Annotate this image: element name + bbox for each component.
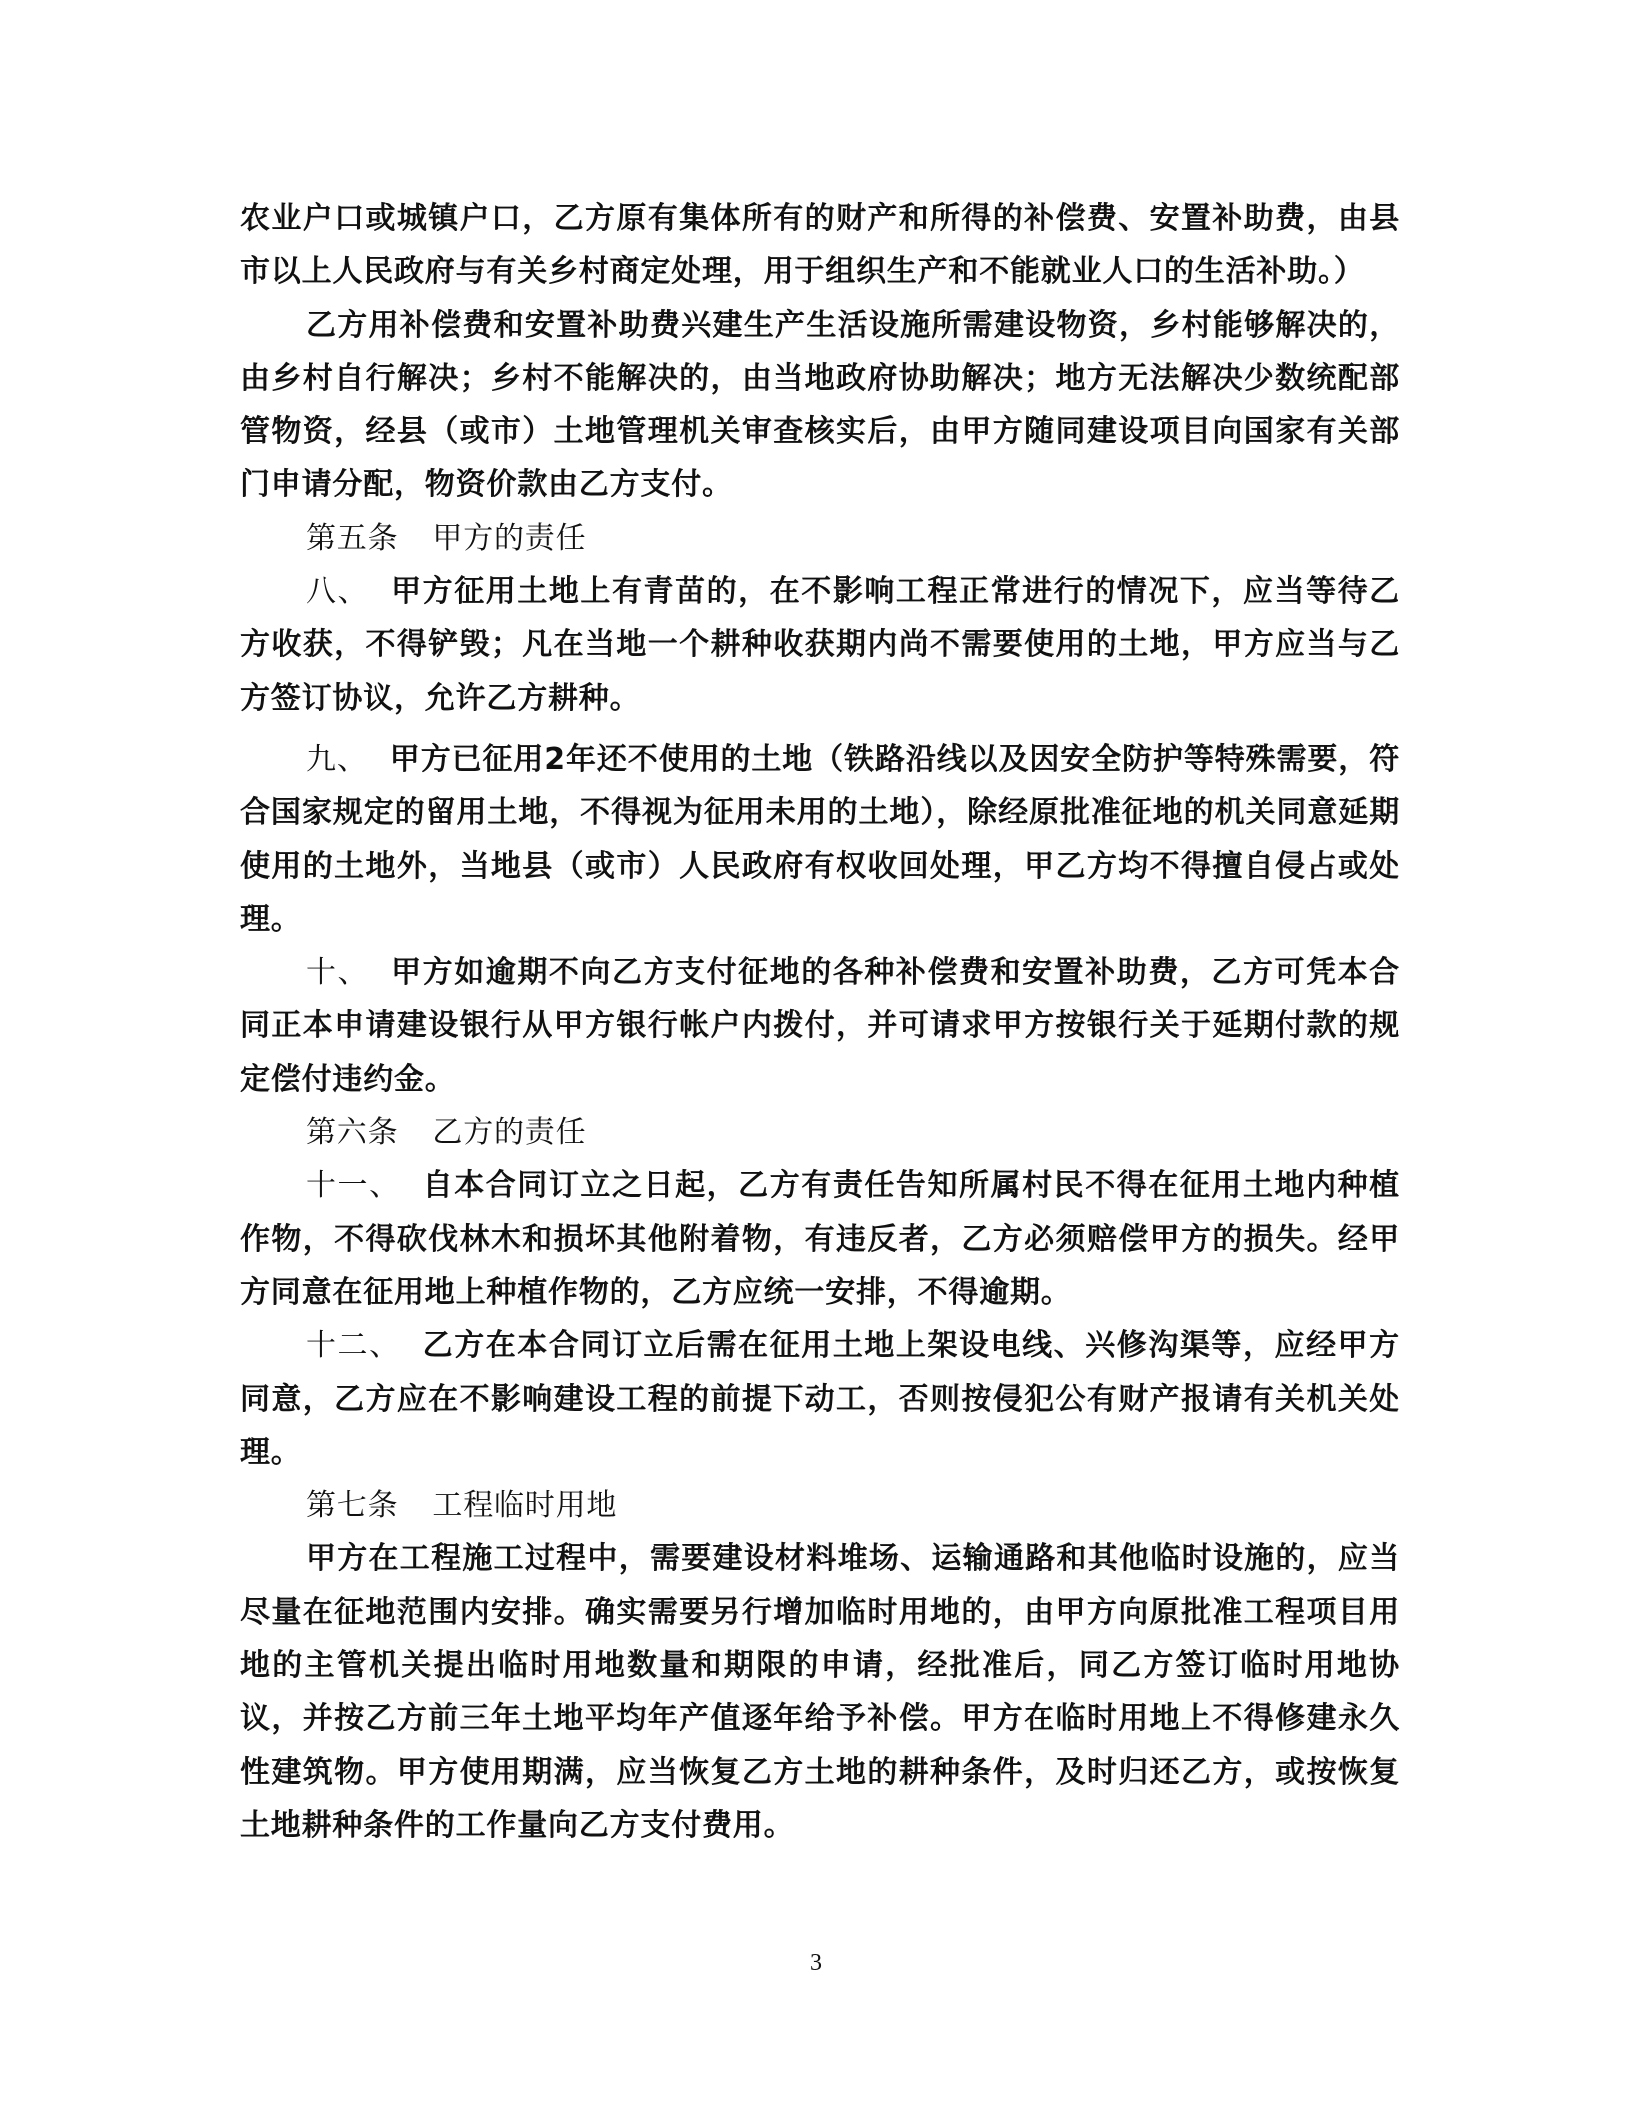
article-6-heading	[240, 1106, 1400, 1159]
paragraph-continued: 农业户口或城镇户口，乙方原有集体所有的财产和所得的补偿费、安置补助费，由县市以上人民政府与有关乡村商定处理，用于组织生产和不能就业人口的生活补助。）	[240, 201, 1400, 290]
clause-text: 乙方在本合同订立后需在征用土地上架设电线、兴修沟渠等，应经甲方同意，乙方应在不影响建设工程的前提下动工，否则按侵犯公有财产报请有关机关处理。	[240, 1328, 1400, 1470]
article-number: 第六条	[306, 1115, 399, 1151]
clause-number: 十、	[306, 955, 370, 991]
page-number: 3	[810, 1950, 822, 1976]
article-title: 工程临时用地	[432, 1488, 618, 1524]
clause-text: 自本合同订立之日起，乙方有责任告知所属村民不得在征用土地内种植作物，不得砍伐林木和损坏其他附着物，有违反者，乙方必须赔偿甲方的损失。经甲方同意在征用地上种植作物的，乙方应统一安排，不得逾期。	[240, 1168, 1400, 1310]
paragraph-construction-materials: 乙方用补偿费和安置补助费兴建生产生活设施所需建设物资，乡村能够解决的，由乡村自行解决；乡村不能解决的，由当地政府协助解决；地方无法解决少数统配部管物资，经县（或市）土地管理机关审查核实后，由甲方随同建设项目向国家有关部门申请分配，物资价款由乙方支付。	[240, 307, 1400, 503]
clause-9	[240, 733, 1400, 946]
clause-number: 十一、	[306, 1168, 401, 1204]
clause-number: 十二、	[306, 1328, 401, 1364]
article-number: 第七条	[306, 1488, 399, 1524]
clause-text: 甲方已征用2年还不使用的土地（铁路沿线以及因安全防护等特殊需要，符合国家规定的留用土地，不得视为征用未用的土地），除经原批准征地的机关同意延期使用的土地外，当地县（或市）人民政府有权收回处理，甲乙方均不得擅自侵占或处理。	[240, 741, 1400, 937]
clause-11	[240, 1159, 1400, 1319]
article-number: 第五条	[306, 520, 399, 556]
clause-12	[240, 1319, 1400, 1479]
article-5-heading	[240, 512, 1400, 565]
clause-number: 八、	[306, 574, 370, 610]
clause-8	[240, 565, 1400, 725]
article-title: 乙方的责任	[432, 1115, 587, 1151]
article-7-heading	[240, 1479, 1400, 1532]
clause-text: 甲方如逾期不向乙方支付征地的各种补偿费和安置补助费，乙方可凭本合同正本申请建设银行从甲方银行帐户内拨付，并可请求甲方按银行关于延期付款的规定偿付违约金。	[240, 955, 1400, 1097]
contract-body	[240, 192, 1400, 1852]
paragraph-temporary-land: 甲方在工程施工过程中，需要建设材料堆场、运输通路和其他临时设施的，应当尽量在征地范围内安排。确实需要另行增加临时用地的，由甲方向原批准工程项目用地的主管机关提出临时用地数量和期限的申请，经批准后，同乙方签订临时用地协议，并按乙方前三年土地平均年产值逐年给予补偿。甲方在临时用地上不得修建永久性建筑物。甲方使用期满，应当恢复乙方土地的耕种条件，及时归还乙方，或按恢复土地耕种条件的工作量向乙方支付费用。	[240, 1541, 1400, 1843]
clause-text: 甲方征用土地上有青苗的，在不影响工程正常进行的情况下，应当等待乙方收获，不得铲毁；凡在当地一个耕种收获期内尚不需要使用的土地，甲方应当与乙方签订协议，允许乙方耕种。	[240, 574, 1400, 716]
clause-10	[240, 946, 1400, 1106]
article-title: 甲方的责任	[432, 520, 587, 556]
clause-number: 九、	[306, 741, 368, 777]
